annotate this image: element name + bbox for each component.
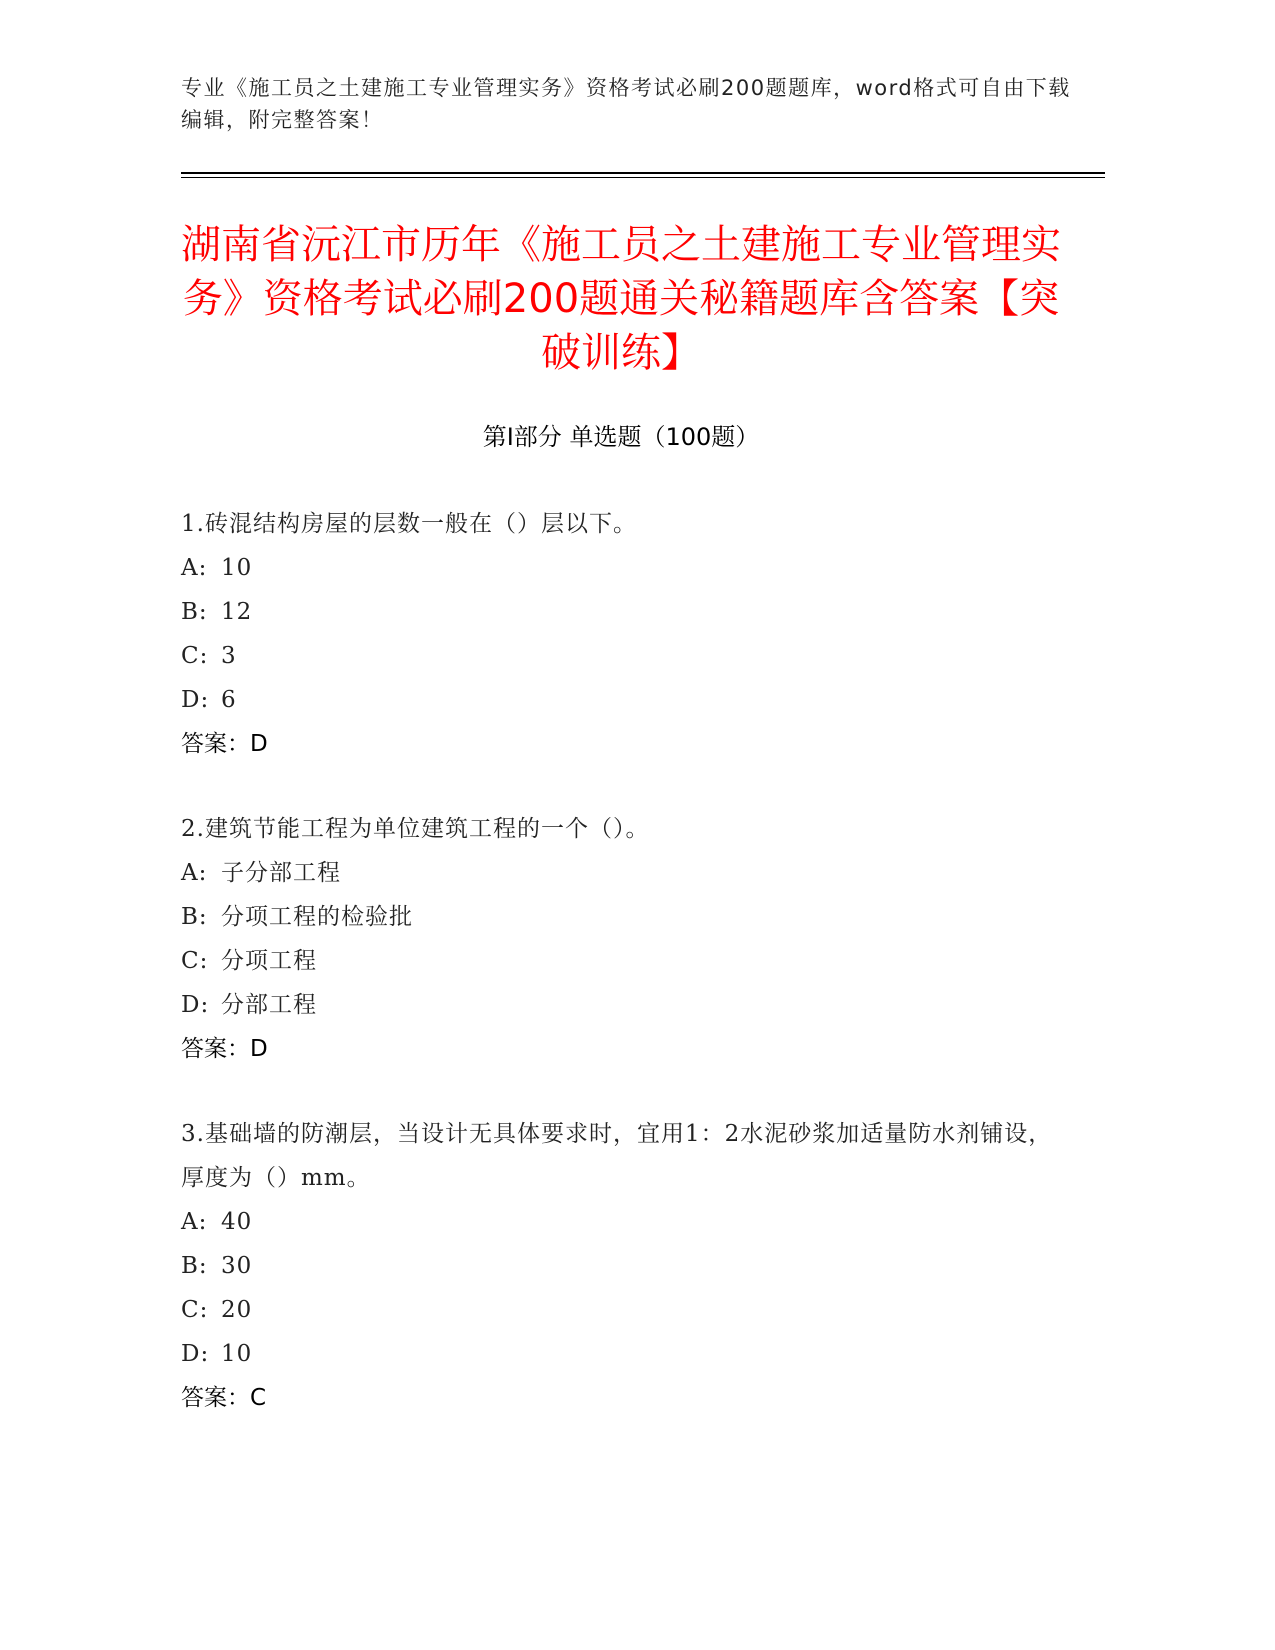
option-text: 30 xyxy=(221,1253,253,1279)
question-text: 2.建筑节能工程为单位建筑工程的一个（）。 xyxy=(181,816,650,842)
option-c xyxy=(181,1288,1061,1332)
option-label: B: xyxy=(181,1253,208,1279)
option-text: 分部工程 xyxy=(221,992,317,1018)
option-b xyxy=(181,590,1061,634)
option-text: 3 xyxy=(221,643,237,669)
option-d xyxy=(181,1332,1061,1376)
option-a xyxy=(181,546,1061,590)
option-text: 10 xyxy=(221,555,253,581)
option-d xyxy=(181,678,1061,722)
option-label: B: xyxy=(181,904,208,930)
option-label: C: xyxy=(181,1297,209,1323)
header-note: 专业《施工员之土建施工专业管理实务》资格考试必刷200题题库，word格式可自由下载编辑，附完整答案！ xyxy=(181,76,1071,132)
option-text: 20 xyxy=(221,1297,253,1323)
option-label: A: xyxy=(181,555,208,581)
option-label: C: xyxy=(181,643,209,669)
option-c xyxy=(181,634,1061,678)
option-text: 12 xyxy=(221,599,253,625)
question-text: 1.砖混结构房屋的层数一般在（）层以下。 xyxy=(181,511,637,537)
option-text: 40 xyxy=(221,1209,253,1235)
option-text: 分项工程 xyxy=(221,948,317,974)
option-a xyxy=(181,1200,1061,1244)
question-block xyxy=(181,807,1061,1071)
answer: 答案：C xyxy=(181,1385,267,1411)
question-block xyxy=(181,502,1061,766)
header-rule-thick xyxy=(181,172,1105,174)
option-label: D: xyxy=(181,1341,210,1367)
question-block xyxy=(181,1112,1061,1420)
answer: 答案：D xyxy=(181,1036,268,1062)
option-label: B: xyxy=(181,599,208,625)
document-title: 湖南省沅江市历年《施工员之土建施工专业管理实务》资格考试必刷200题通关秘籍题库含答案【突破训练】 xyxy=(181,222,1061,376)
option-text: 10 xyxy=(221,1341,253,1367)
option-label: C: xyxy=(181,948,209,974)
option-d xyxy=(181,983,1061,1027)
answer: 答案：D xyxy=(181,731,268,757)
option-text: 分项工程的检验批 xyxy=(221,904,413,930)
question-text: 3.基础墙的防潮层，当设计无具体要求时，宜用1：2水泥砂浆加适量防水剂铺设，厚度为（）mm。 xyxy=(181,1121,1053,1191)
option-b xyxy=(181,895,1061,939)
option-label: A: xyxy=(181,1209,208,1235)
section-title: 第Ⅰ部分 单选题（100题） xyxy=(482,423,760,451)
option-label: A: xyxy=(181,860,208,886)
option-label: D: xyxy=(181,687,210,713)
option-label: D: xyxy=(181,992,210,1018)
option-b xyxy=(181,1244,1061,1288)
header-rule-thin xyxy=(181,177,1105,178)
option-text: 子分部工程 xyxy=(221,860,341,886)
option-text: 6 xyxy=(221,687,237,713)
option-c xyxy=(181,939,1061,983)
option-a xyxy=(181,851,1061,895)
